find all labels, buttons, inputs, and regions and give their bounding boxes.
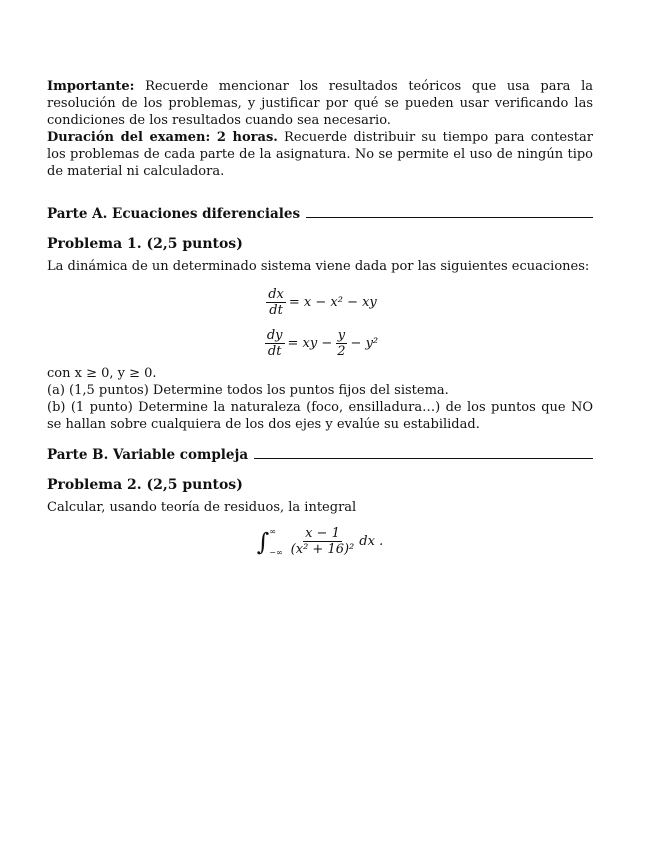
problem-1-title: Problema 1. (2,5 puntos) xyxy=(47,236,243,252)
item-a: (a) (1,5 puntos) Determine todos los puntos fijos del sistema. xyxy=(47,383,449,398)
duracion-paragraph xyxy=(47,129,593,180)
eq2-mid: = xy − xyxy=(287,336,333,351)
duracion-label: Duración del examen: 2 horas. xyxy=(47,130,278,145)
integrand-numerator: x − 1 xyxy=(305,526,340,541)
equation-dy xyxy=(47,328,593,359)
lower-limit: −∞ xyxy=(269,547,283,557)
exam-page xyxy=(47,78,593,563)
integral-sign: ∫ xyxy=(256,527,270,556)
dy-numerator: dy xyxy=(266,328,283,343)
dydt-fraction xyxy=(265,328,285,359)
problem-1-intro: La dinámica de un determinado sistema viene dada por las siguientes ecuaciones: xyxy=(47,259,590,274)
part-a-title: Parte A. Ecuaciones diferenciales xyxy=(47,206,301,222)
item-b: (b) (1 punto) Determine la naturaleza (foco, ensilladura…) de los puntos que NO se hallan sobre cualquiera de los dos ejes y evalúe su estabilidad. xyxy=(47,400,593,432)
dt-denominator: dt xyxy=(269,303,283,318)
dx-numerator: dx xyxy=(268,287,284,302)
part-b-rule xyxy=(254,458,593,459)
duracion-text: Recuerde distribuir su tiempo para contestar los problemas de cada parte de la asignatura. No se permite el uso de ningún tipo de material ni calculadora. xyxy=(47,130,593,179)
part-a-rule xyxy=(306,217,593,218)
problem-2-intro: Calcular, usando teoría de residuos, la integral xyxy=(47,500,357,515)
y-over-2-fraction xyxy=(335,328,347,359)
y-numerator: y xyxy=(337,328,346,343)
importante-paragraph xyxy=(47,78,593,129)
part-b-title: Parte B. Variable compleja xyxy=(47,447,249,463)
eq2-tail: − y² xyxy=(350,336,379,351)
problem-2-title: Problema 2. (2,5 puntos) xyxy=(47,477,243,493)
importante-label: Importante: xyxy=(47,79,135,94)
equation-dx xyxy=(47,287,593,318)
integral-limits xyxy=(269,527,282,557)
upper-limit: ∞ xyxy=(269,526,276,536)
integral-expression xyxy=(47,526,593,557)
importante-text: Recuerde mencionar los resultados teóricos que usa para la resolución de los problemas, y justificar por qué se pueden usar verificando las condiciones de los resultados cuando sea necesario. xyxy=(47,79,593,128)
two-denominator: 2 xyxy=(337,344,346,359)
part-b-heading xyxy=(47,447,593,463)
integrand-denominator: (x² + 16)² xyxy=(290,542,355,557)
part-a-heading xyxy=(47,206,593,222)
integrand-fraction xyxy=(289,526,357,557)
dxdt-fraction xyxy=(266,287,286,318)
domain-condition: con x ≥ 0, y ≥ 0. xyxy=(47,366,157,381)
dt-denominator-2: dt xyxy=(267,344,282,359)
integral-tail: dx . xyxy=(359,534,384,549)
eq1-rhs: = x − x² − xy xyxy=(288,295,377,310)
